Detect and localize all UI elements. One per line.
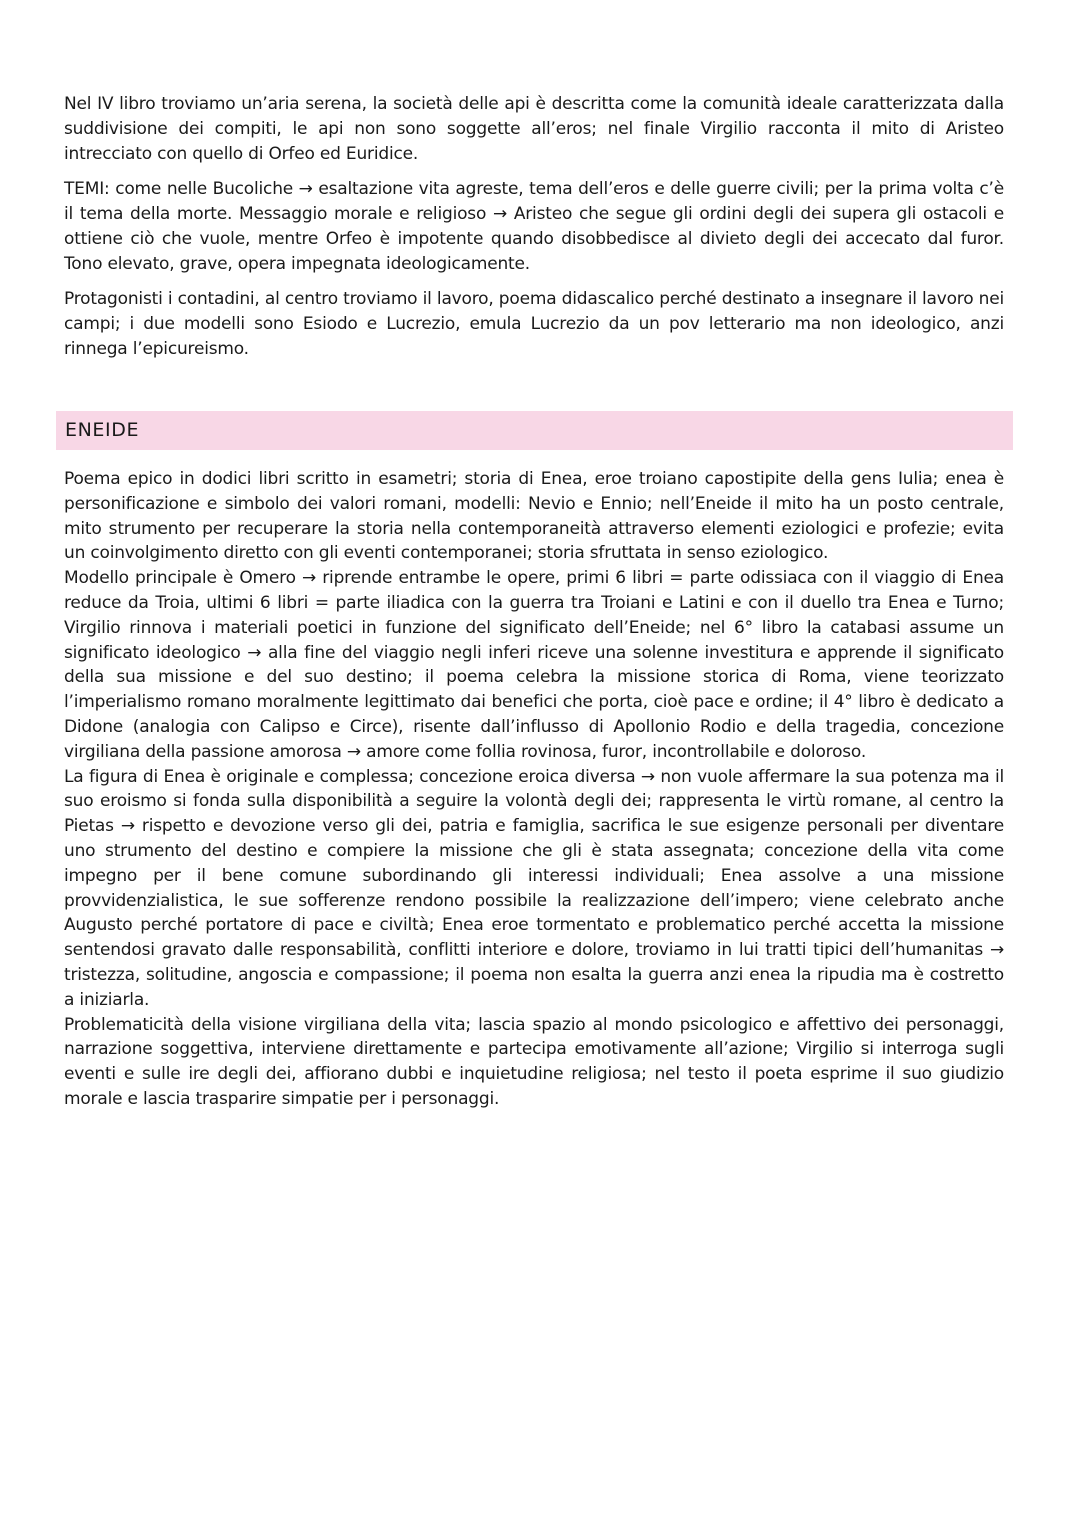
section-title: ENEIDE — [65, 419, 140, 441]
paragraph-temi: TEMI: come nelle Bucoliche → esaltazione vita agreste, tema dell’eros e delle guerre civili; per la prima volta c’è il tema della morte. Messaggio morale e religioso → Aristeo che segue gli ordini degli dei supera gli ostacoli e ottiene ciò che vuole, mentre Orfeo è impotente quando disobbedisce al divieto degli dei accecato dal furor. Tono elevato, grave, opera impegnata ideologicamente. — [64, 179, 1004, 274]
paragraph-problematicita: Problematicità della visione virgiliana della vita; lascia spazio al mondo psicologico e affettivo dei personaggi, narrazione soggettiva, interviene direttamente e partecipa emotivamente all’azione; Virgilio si interroga sugli eventi e sulle ire degli dei, affiorano dubbi e inquietudine religiosa; nel testo il poeta esprime il suo giudizio morale e lascia trasparire simpatie per i personaggi. — [64, 1014, 1004, 1109]
eneide-notes — [64, 467, 1004, 1112]
paragraph-modello-omero: Modello principale è Omero → riprende entrambe le opere, primi 6 libri = parte odissiaca con il viaggio di Enea reduce da Troia, ultimi 6 libri = parte iliadica con la guerra tra Troiani e Latini e con il duello tra Enea e Turno; Virgilio rinnova i materiali poetici in funzione del significato dell’Eneide; nel 6° libro la catabasi assume un significato ideologico → alla fine del viaggio negli inferi riceve una solenne investitura e apprende il significato della sua missione e del suo destino; il poema celebra la missione storica di Roma, viene teorizzato l’imperialismo romano moralmente legittimato dai benefici che porta, cioè pace e ordine; il 4° libro è dedicato a Didone (analogia con Calipso e Circe), risente dall’influsso di Apollonio Rodio e della tragedia, concezione virgiliana della passione amorosa → amore come follia rovinosa, furor, incontrollabile e doloroso. — [64, 568, 1004, 762]
georgiche-notes — [64, 92, 1004, 372]
paragraph-protagonisti: Protagonisti i contadini, al centro troviamo il lavoro, poema didascalico perché destinato a insegnare il lavoro nei campi; i due modelli sono Esiodo e Lucrezio, emula Lucrezio da un pov letterario ma non ideologico, anzi rinnega l’epicureismo. — [64, 289, 1004, 359]
paragraph-poema-epico: Poema epico in dodici libri scritto in esametri; storia di Enea, eroe troiano capostipite della gens Iulia; enea è personificazione e simbolo dei valori romani, modelli: Nevio e Ennio; nell’Eneide il mito ha un posto centrale, mito strumento per recuperare la storia nella contemporaneità attraverso elementi eziologici e profezie; evita un coinvolgimento diretto con gli eventi contemporanei; storia sfruttata in senso eziologico. — [64, 469, 1004, 564]
paragraph-libro-iv: Nel IV libro troviamo un’aria serena, la società delle api è descritta come la comunità ideale caratterizzata dalla suddivisione dei compiti, le api non sono soggette all’eros; nel finale Virgilio racconta il mito di Aristeo intrecciato con quello di Orfeo ed Euridice. — [64, 94, 1004, 164]
section-header-eneide — [56, 411, 1013, 450]
paragraph-figura-enea: La figura di Enea è originale e complessa; concezione eroica diversa → non vuole affermare la sua potenza ma il suo eroismo si fonda sulla disponibilità a seguire la volontà degli dei; rappresenta le virtù romane, al centro la Pietas → rispetto e devozione verso gli dei, patria e famiglia, sacrifica le sue esigenze personali per diventare uno strumento del destino e compiere la missione che gli è stata assegnata; concezione della vita come impegno per il bene comune subordinando gli interessi individuali; Enea assolve a una missione provvidenzialistica, le sue sofferenze rendono possibile la realizzazione dell’impero; viene celebrato anche Augusto perché portatore di pace e civiltà; Enea eroe tormentato e problematico perché accetta la missione sentendosi gravato dalle responsabilità, conflitti interiore e dolore, troviamo in lui tratti tipici dell’humanitas → tristezza, solitudine, angoscia e compassione; il poema non esalta la guerra anzi enea la ripudia ma è costretto a iniziarla. — [64, 766, 1004, 1010]
